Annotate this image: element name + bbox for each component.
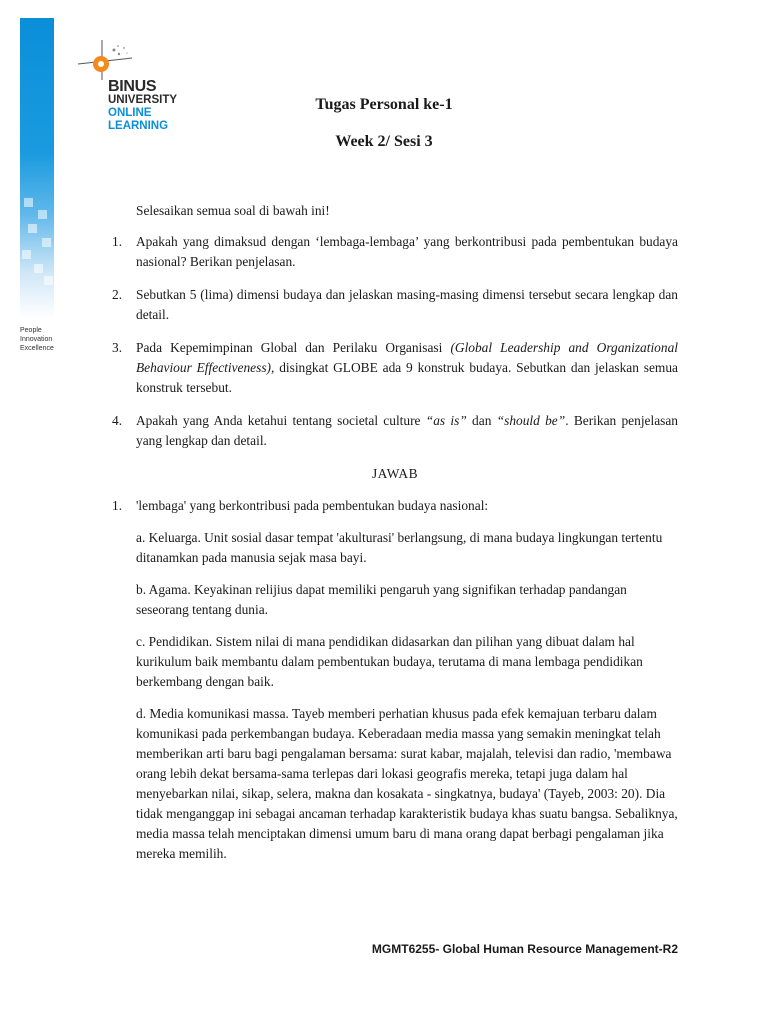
answer-number: 1. xyxy=(112,498,123,513)
tagline-innovation: Innovation xyxy=(20,336,53,343)
tagline-people: People xyxy=(20,327,42,334)
answer-intro: 'lembaga' yang berkontribusi pada pembentukan budaya nasional: xyxy=(136,498,489,513)
document-body xyxy=(112,201,678,876)
question-number: 2. xyxy=(112,287,123,302)
binus-logo xyxy=(74,38,194,143)
question-number: 1. xyxy=(112,234,123,249)
question-text-post: disingkat GLOBE ada 9 konstruk budaya. Sebutkan dan jelaskan semua konstruk tersebut. xyxy=(136,360,678,395)
jawab-heading: JAWAB xyxy=(371,466,419,481)
question-text-mid: dan xyxy=(466,413,497,428)
answer-sub-item: a. Keluarga. Unit sosial dasar tempat 'akulturasi' berlangsung, di mana budaya lingkungan tertentu ditanamkan pada manusia sejak masa bayi. xyxy=(136,530,663,565)
page-subtitle: Week 2/ Sesi 3 xyxy=(335,133,433,150)
answer-sub-item: d. Media komunikasi massa. Tayeb memberi perhatian khusus pada efek kemajuan terbaru dalam komunikasi pada perkembangan budaya. Keberadaan media massa yang semakin meningkat telah memberikan arti baru bagi pengalaman bersama: surat kabar, majalah, televisi dan radio, 'membawa orang lebih dekat bersama-sama terlepas dari lokasi geografis mereka, tetapi juga dalam hal menyebarkan nilai, sikap, selera, makna dan kosakata - singkatnya, budaya' (Tayeb, 2003: 20). Dia tidak menganggap ini sebagai ancaman terhadap karakteristik budaya khas suatu bangsa. Sebaliknya, media massa telah menciptakan dimensi umum baru di mana orang dapat berbagi pengalaman jika mereka memilih. xyxy=(136,706,678,861)
question-text-post: . Berikan penjelasan yang lengkap dan detail. xyxy=(136,413,678,448)
question-item xyxy=(112,285,678,325)
answer-sub-item: c. Pendidikan. Sistem nilai di mana pendidikan didasarkan dan pilihan yang dibuat dalam hal kurikulum baik membantu dalam pembentukan budaya, terutama di mana lembaga pendidikan berkembang dengan baik. xyxy=(136,634,643,689)
question-number: 3. xyxy=(112,340,123,355)
logo-learning: LEARNING xyxy=(108,120,169,132)
question-text: Apakah yang dimaksud dengan ‘lembaga-lembaga’ yang berkontribusi pada pembentukan budaya nasional? Berikan penjelasan. xyxy=(136,234,678,269)
question-text-pre: Apakah yang Anda ketahui tentang societal culture xyxy=(136,413,426,428)
question-text-pre: Pada Kepemimpinan Global dan Perilaku Organisasi xyxy=(136,340,451,355)
question-list xyxy=(112,232,678,451)
answer-item xyxy=(112,496,678,516)
question-item xyxy=(112,338,678,398)
tagline xyxy=(20,326,80,353)
question-text-em: (Global Leadership and Organizational Behaviour Effectiveness), xyxy=(136,340,678,375)
page-title: Tugas Personal ke-1 xyxy=(315,96,453,113)
footer-course-code: MGMT6255- Global Human Resource Management-R2 xyxy=(371,942,678,956)
question-number: 4. xyxy=(112,413,123,428)
question-item xyxy=(112,232,678,272)
instructions: Selesaikan semua soal di bawah ini! xyxy=(136,203,330,218)
question-text-em2: “should be” xyxy=(496,413,566,428)
question-text-em1: “as is” xyxy=(425,413,467,428)
sidebar-decoration xyxy=(20,18,54,318)
answer-sub-item: b. Agama. Keyakinan relijius dapat memiliki pengaruh yang signifikan terhadap pandangan seseorang tentang dunia. xyxy=(136,582,627,617)
logo-binus: BINUS xyxy=(108,78,157,95)
logo-university: UNIVERSITY xyxy=(108,94,178,106)
question-text: Sebutkan 5 (lima) dimensi budaya dan jelaskan masing-masing dimensi tersebut secara lengkap dan detail. xyxy=(136,287,678,322)
binus-logo-icon xyxy=(74,38,134,82)
question-item xyxy=(112,411,678,451)
tagline-excellence: Excellence xyxy=(20,345,54,352)
logo-online: ONLINE xyxy=(108,107,152,119)
